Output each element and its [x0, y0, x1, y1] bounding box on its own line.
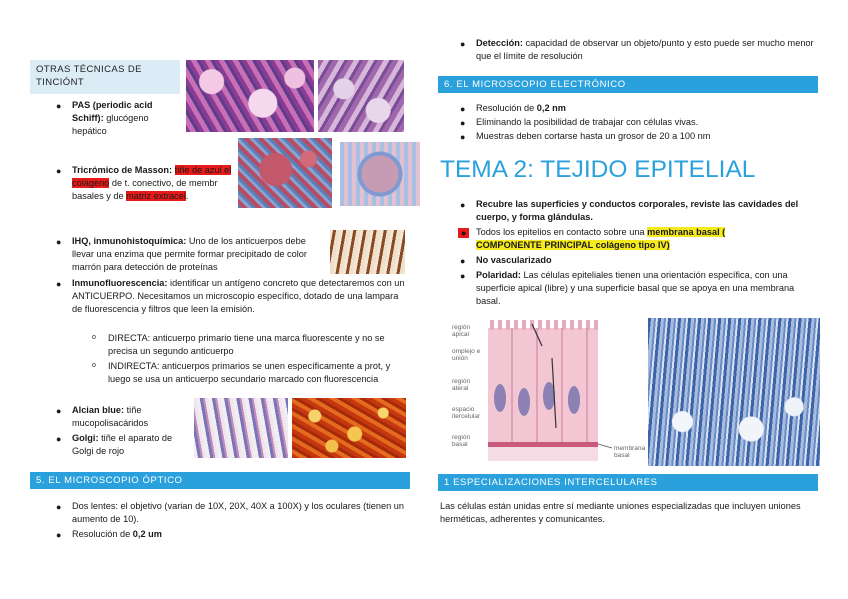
label-region-lateral: región ateral: [452, 378, 471, 392]
bullet: ●: [56, 166, 62, 176]
pas-histology-image-2: [318, 60, 404, 132]
bullet: o: [92, 362, 96, 369]
bullet: ●: [56, 530, 62, 540]
tricromico-image: [238, 138, 332, 208]
no-vascularizado-item: No vascularizado: [476, 255, 552, 265]
bullet: ●: [56, 279, 62, 289]
tema-title: TEMA 2: TEJIDO EPITELIAL: [440, 156, 756, 183]
tricromico-item: Tricrómico de Masson: tiñe de azul el colágeno de t. conectivo, de membr basales y de matriz extracel.: [72, 165, 232, 201]
bullet: ●: [56, 434, 62, 444]
ihq-image: [330, 230, 405, 274]
epithelium-cells: [488, 328, 598, 446]
section-microscopio-electronico: 6. EL MICROSCOPIO ELECTRÓNICO: [438, 76, 818, 93]
bullet: ●: [460, 104, 466, 114]
connective-tissue: [488, 447, 598, 461]
section-especializaciones: 1 ESPECIALIZACIONES INTERCELULARES: [438, 474, 818, 491]
directa-item: DIRECTA: anticuerpo primario tiene una marca fluorescente y no se precisa un segundo anticuerpo: [108, 333, 385, 356]
recubre-item: Recubre las superficies y conductos corporales, reviste las cavidades del cuerpo, y forma glándulas.: [476, 199, 799, 222]
label-complejo-union: omplejo e unión: [452, 348, 481, 362]
grosor-item: Muestras deben cortarse hasta un grosor de 20 a 100 nm: [476, 131, 711, 141]
section-microscopio-optico: 5. EL MICROSCOPIO ÓPTICO: [30, 472, 410, 489]
bullet: ●: [56, 237, 62, 247]
bullet: ●: [56, 406, 62, 416]
ihq-item: IHQ, inmunohistoquímica: Uno de los anticuerpos debe llevar una enzima que permite formar precipitado de color marrón para detección de proteínas: [72, 236, 307, 272]
alcian-blue-image: [194, 398, 288, 458]
tricromico-image-2: [340, 142, 420, 206]
pas-histology-image: [186, 60, 314, 132]
bullet: ●: [460, 39, 466, 49]
epithelium-histology-image: [648, 318, 820, 466]
lentes-item: Dos lentes: el objetivo (varian de 10X, 20X, 40X a 100X) y los oculares (tienen un aumento de 10).: [72, 501, 404, 524]
bullet: ●: [460, 118, 466, 128]
resolucion-optico-item: Resolución de 0,2 um: [72, 529, 162, 539]
label-region-apical: región apical: [452, 324, 471, 338]
label-line: [598, 444, 612, 448]
pas-item: PAS (periodic acid Schiff): glucógeno hepático: [72, 100, 153, 136]
bullet: ●: [460, 200, 466, 210]
golgi-image: [292, 398, 406, 458]
inmunofluorescencia-item: Inmunofluorescencia: identificar un antígeno concreto que detectaremos con un ANTICUERPO. Necesitamos un microscopio específico, dotado de una lampara de fluorescencia y filtros que leen la emisión.: [72, 278, 405, 314]
indirecta-item: INDIRECTA: anticuerpos primarios se unen específicamente a prot, y luego se usa un anticuerpo secundario marcado con fluorescencia: [108, 361, 391, 384]
bullet: ●: [56, 502, 62, 512]
label-membrana-basal: membrana basal: [614, 445, 646, 459]
polaridad-item: Polaridad: Las células epiteliales tienen una orientación específica, con una superficie apical (libre) y una superficie basal que se apoya en una membrana basal.: [476, 270, 795, 306]
basal-membrane: [488, 442, 598, 447]
celulas-vivas-item: Eliminando la posibilidad de trabajar con células vivas.: [476, 117, 699, 127]
bullet: ●: [56, 101, 62, 111]
alcian-blue-item: Alcian blue: tiñe mucopolisacáridos: [72, 405, 149, 428]
bullet: ●: [458, 228, 469, 238]
golgi-item: Golgi: tiñe el aparato de Golgi de rojo: [72, 433, 173, 456]
bullet: ●: [460, 132, 466, 142]
deteccion-item: Detección: capacidad de observar un objeto/punto y esto puede ser mucho menor que el límite de resolución: [476, 38, 814, 61]
membrana-basal-item: Todos los epitelios en contacto sobre una membrana basal ( COMPONENTE PRINCIPAL colágeno tipo IV): [476, 227, 726, 250]
label-region-basal: región basal: [452, 434, 471, 448]
bullet: o: [92, 334, 96, 341]
bullet: ●: [460, 271, 466, 281]
bullet: ●: [460, 256, 466, 266]
label-espacio-intercelular: espacio itercelular: [452, 406, 481, 420]
otras-tecnicas-title: OTRAS TÉCNICAS DE TINCIÓNT: [36, 64, 142, 88]
especializaciones-text: Las células están unidas entre sí mediante uniones especializadas que incluyen uniones herméticas, adherentes y comunicantes.: [440, 501, 801, 524]
resolucion-electronico-item: Resolución de 0,2 nm: [476, 103, 566, 113]
